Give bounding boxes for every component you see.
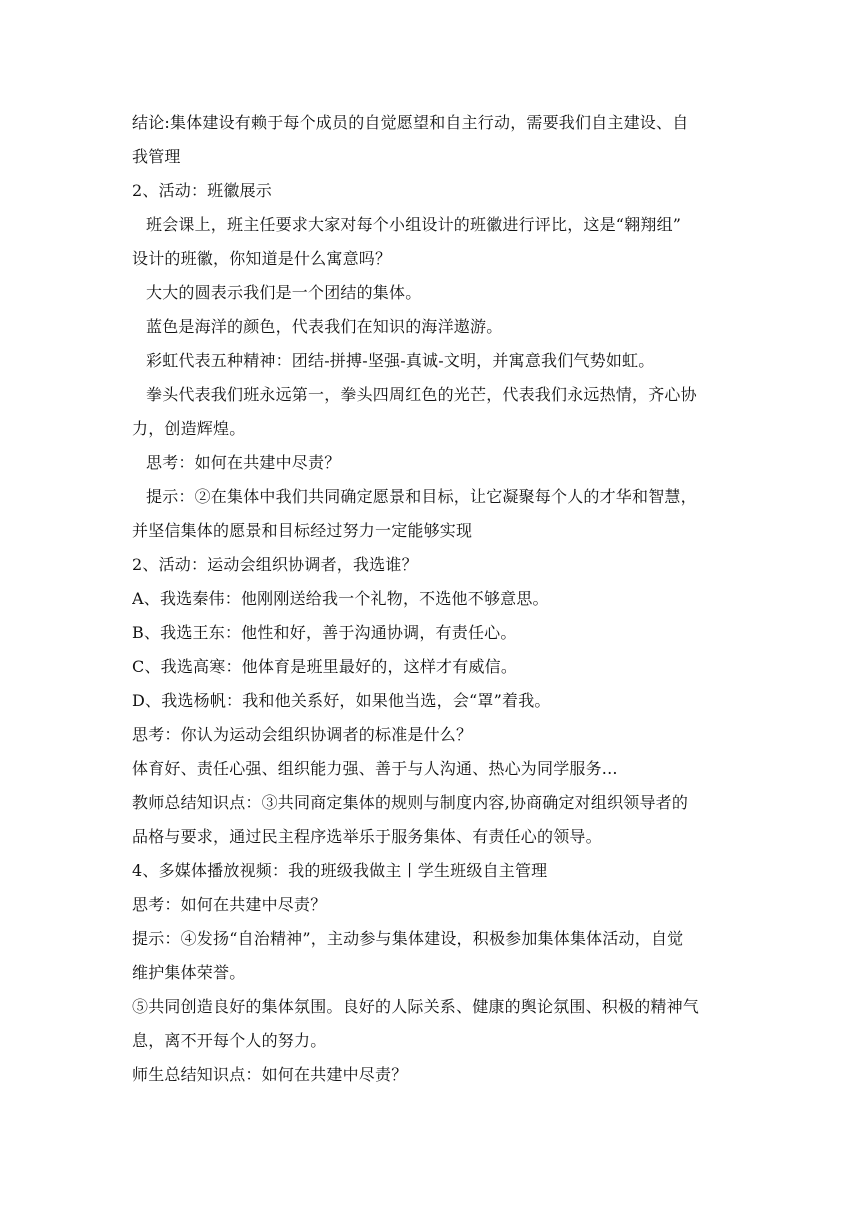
text-line: 班会课上，班主任要求大家对每个小组设计的班徽进行评比，这是“翱翔组” [146, 215, 682, 234]
text-line: 品格与要求，通过民主程序选举乐于服务集体、有责任心的领导。 [132, 827, 602, 846]
text-line: 彩虹代表五种精神：团结-拼搏-坚强-真诚-文明，并寓意我们气势如虹。 [146, 351, 655, 370]
document-body [132, 106, 732, 1092]
text-line: 体育好、责任心强、组织能力强、善于与人沟通、热心为同学服务... [132, 759, 618, 778]
text-line: 维护集体荣誉。 [132, 963, 246, 982]
text-line: 息，离不开每个人的努力。 [132, 1031, 327, 1050]
text-line: 并坚信集体的愿景和目标经过努力一定能够实现 [132, 521, 473, 540]
text-line: 结论:集体建设有赖于每个成员的自觉愿望和自主行动，需要我们自主建设、自 [132, 113, 689, 132]
text-line: 思考：你认为运动会组织协调者的标准是什么？ [132, 725, 473, 744]
text-line: 蓝色是海洋的颜色，代表我们在知识的海洋遨游。 [146, 317, 503, 336]
text-line: 力，创造辉煌。 [132, 419, 246, 438]
text-line: 2、活动：运动会组织协调者，我选谁？ [132, 555, 418, 574]
text-line: A、我选秦伟：他刚刚送给我一个礼物，不选他不够意思。 [132, 589, 549, 608]
text-line: 思考：如何在共建中尽责？ [132, 895, 327, 914]
text-line: 我管理 [132, 147, 181, 166]
text-line: D、我选杨帆：我和他关系好，如果他当选，会“罩”着我。 [132, 691, 551, 710]
text-line: 教师总结知识点：③共同商定集体的规则与制度内容,协商确定对组织领导者的 [132, 793, 689, 812]
text-line: 拳头代表我们班永远第一，拳头四周红色的光芒，代表我们永远热情，齐心协 [146, 385, 697, 404]
text-line: 提示：②在集体中我们共同确定愿景和目标，让它凝聚每个人的才华和智慧， [146, 487, 697, 506]
text-line: ⑤共同创造良好的集体氛围。良好的人际关系、健康的舆论氛围、积极的精神气 [132, 997, 700, 1016]
text-line: 大大的圆表示我们是一个团结的集体。 [146, 283, 422, 302]
text-line: 4、多媒体播放视频：我的班级我做主丨学生班级自主管理 [132, 861, 548, 880]
text-line: 思考：如何在共建中尽责？ [146, 453, 341, 472]
text-line: 师生总结知识点：如何在共建中尽责？ [132, 1065, 408, 1084]
text-line: C、我选高寒：他体育是班里最好的，这样才有威信。 [132, 657, 518, 676]
text-line: 2、活动：班徽展示 [132, 181, 272, 200]
text-line: 设计的班徽，你知道是什么寓意吗？ [132, 249, 392, 268]
text-line: 提示：④发扬“自治精神”，主动参与集体建设，积极参加集体集体活动，自觉 [132, 929, 684, 948]
text-line: B、我选王东：他性和好，善于沟通协调，有责任心。 [132, 623, 517, 642]
